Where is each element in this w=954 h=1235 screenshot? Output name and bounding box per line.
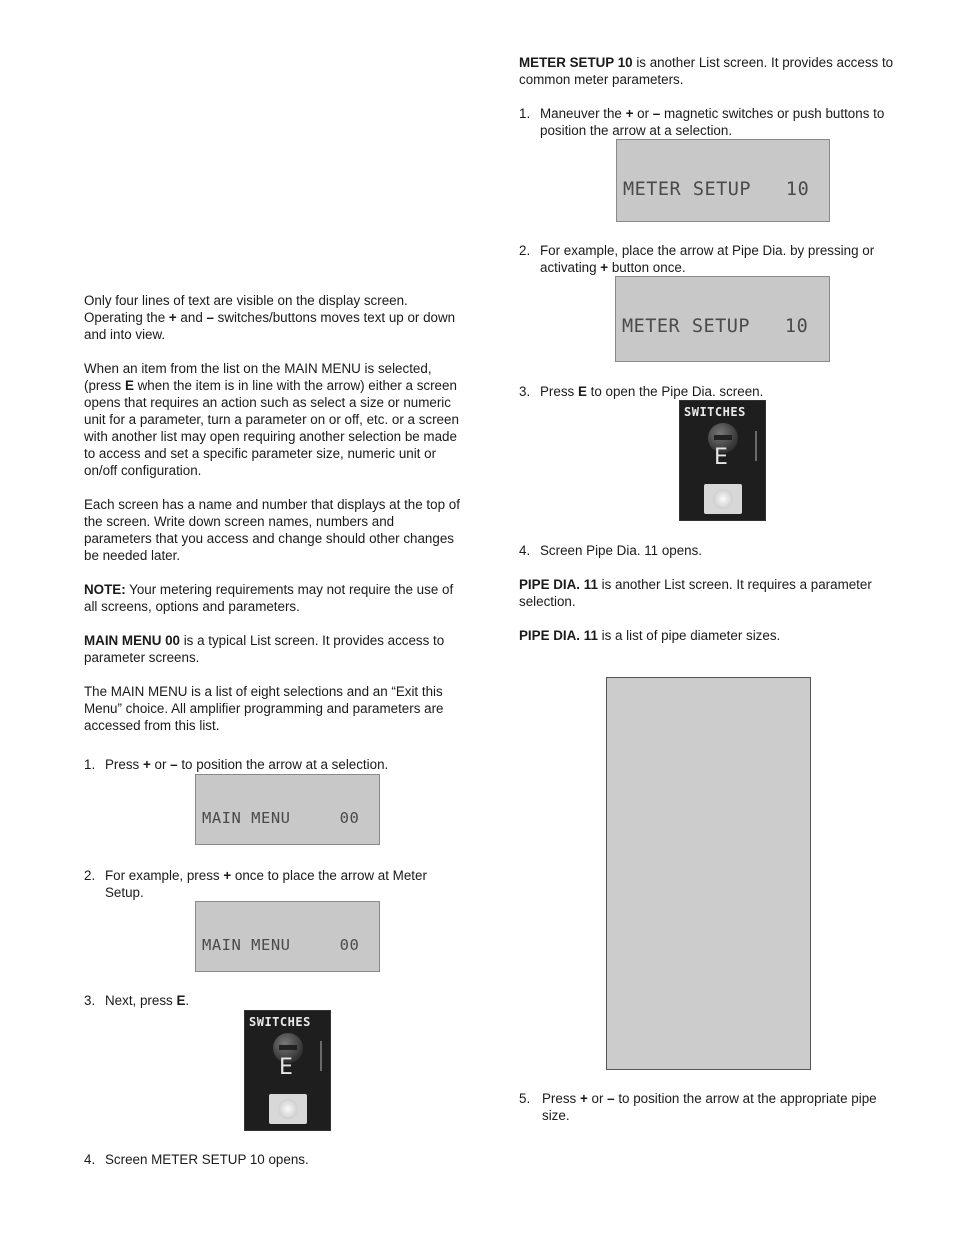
lcd-main-menu-exit: MAIN MENU 00 [195, 774, 380, 845]
right-step-2: 2. For example, place the arrow at Pipe Dia. by pressing or activating + button once. [519, 243, 875, 275]
pipe-dia-list-paragraph: PIPE DIA. 11 is another List screen. It requires a parameter selection. [519, 577, 872, 609]
right-step-4: 4. Screen Pipe Dia. 11 opens. [519, 543, 703, 558]
main-menu-list-paragraph: The MAIN MENU is a list of eight selections and an “Exit this Menu” choice. All amplifier programming and parameters are accessed from this list. [84, 684, 444, 733]
push-button-icon [704, 484, 742, 514]
right-step-3: 3. Press E to open the Pipe Dia. screen. [519, 384, 764, 399]
selection-paragraph: When an item from the list on the MAIN MENU is selected, (press E when the item is in line with the arrow) either a screen opens that requires an action such as select a size or numeric unit for a parameter, turn a parameter on or off, etc. or a screen with another list may open requiring another selection be made to access and set a specific parameter size, numeric unit or on/off configuration. [84, 361, 459, 478]
lcd-meter-setup-pipe-dia: METER SETUP 10 [615, 276, 830, 362]
push-button-icon [269, 1094, 307, 1124]
left-step-2: 2. For example, press + once to place the arrow at Meter Setup. [84, 868, 427, 900]
switches-photo-right: SWITCHES E [679, 400, 766, 521]
switches-photo-left: SWITCHES E [244, 1010, 331, 1131]
lcd-main-menu-meter-setup: MAIN MENU 00 [195, 901, 380, 972]
left-step-1: 1. Press + or – to position the arrow at a selection. [84, 757, 389, 772]
pipe-size-placeholder-box [606, 677, 811, 1070]
meter-setup-paragraph: METER SETUP 10 is another List screen. It provides access to common meter parameters. [519, 55, 894, 87]
lcd-meter-setup-exit: METER SETUP 10 [616, 139, 830, 222]
left-step-4: 4. Screen METER SETUP 10 opens. [84, 1152, 309, 1167]
left-column [84, 292, 464, 751]
left-step-3: 3. Next, press E. [84, 993, 190, 1008]
right-step-5: 5. Press + or – to position the arrow at the appropriate pipe size. [519, 1091, 877, 1123]
note-paragraph: NOTE: Your metering requirements may not require the use of all screens, options and parameters. [84, 582, 454, 614]
right-step-1: 1. Maneuver the + or – magnetic switches or push buttons to position the arrow at a selection. [519, 106, 885, 138]
screen-name-paragraph: Each screen has a name and number that displays at the top of the screen. Write down screen names, numbers and parameters that you access and change should other changes be needed later. [84, 497, 460, 563]
main-menu-paragraph: MAIN MENU 00 is a typical List screen. It provides access to parameter screens. [84, 633, 445, 665]
pipe-dia-sizes-paragraph: PIPE DIA. 11 is a list of pipe diameter sizes. [519, 628, 781, 643]
intro-paragraph: Only four lines of text are visible on the display screen. Operating the + and – switches/buttons moves text up or down and into view. [84, 293, 456, 342]
